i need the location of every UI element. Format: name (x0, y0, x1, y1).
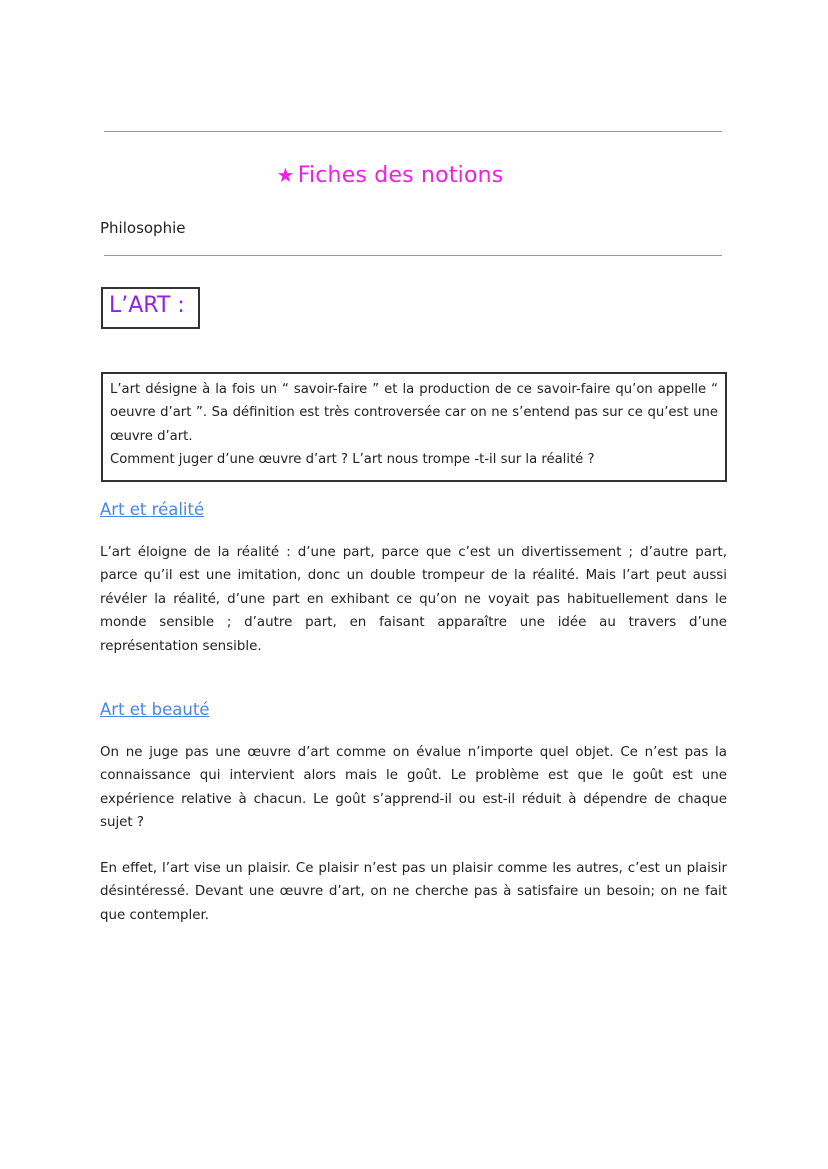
intro-text: L’art désigne à la fois un “ savoir-faire ” et la production de ce savoir-faire qu’on appelle “ oeuvre d’art ”. Sa définition est très controversée car on ne s’entend pas sur ce qu’est une œuvre d’art. (110, 382, 718, 444)
section-heading-art-et-beaute: Art et beauté (100, 700, 210, 719)
notion-title: L’ART : (109, 293, 185, 318)
intro-questions: Comment juger d’une œuvre d’art ? L’art nous trompe -t-il sur la réalité ? (110, 451, 595, 467)
section-paragraph: On ne juge pas une œuvre d’art comme on évalue n’importe quel objet. Ce n’est pas la connaissance qui intervient alors mais le goût. Le problème est que le goût est une expérience relative à chacun. Le goût s’apprend-il ou est-il réduit à dépendre de chaque sujet ? (100, 745, 727, 831)
top-divider (104, 131, 722, 132)
section-heading-art-et-realite: Art et réalité (100, 500, 205, 519)
section-paragraph: L’art éloigne de la réalité : d’une part, parce que c’est un divertissement ; d’autre part, parce qu’il est une imitation, donc un double trompeur de la réalité. Mais l’art peut aussi révéler la réalité, d’une part en exhibant ce qu’on ne voyait pas habituellement dans le monde sensible ; d’autre part, en faisant apparaître une idée au travers d’une représentation sensible. (100, 545, 727, 654)
page-title-text: Fiches des notions (297, 163, 504, 188)
page-title (0, 163, 780, 188)
notion-title-box (101, 287, 200, 329)
star-icon: ★ (276, 163, 295, 187)
subject-label: Philosophie (100, 219, 186, 237)
intro-box (101, 372, 727, 482)
header-divider (104, 255, 722, 256)
section-paragraph: En effet, l’art vise un plaisir. Ce plaisir n’est pas un plaisir comme les autres, c’est un plaisir désintéressé. Devant une œuvre d’art, on ne cherche pas à satisfaire un besoin; on ne fait que contempler. (100, 861, 727, 923)
